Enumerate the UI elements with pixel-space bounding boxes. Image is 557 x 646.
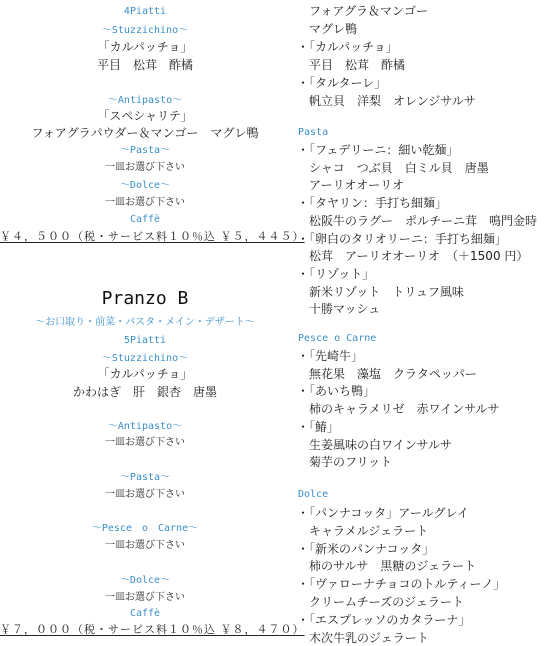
- lunch-b-stuzzichino-desc: かわはぎ 肝 銀杏 唐墨: [72, 385, 217, 399]
- top-course-line: 平目 松茸 酢橘: [309, 58, 406, 72]
- pesce-course-line: 柿のキャラメリゼ 赤ワインサルサ: [309, 402, 500, 417]
- dolce-course-line: ・「パンナコッタ」アールグレイ: [297, 506, 469, 520]
- pasta-course-line: ・「リゾット」: [297, 266, 375, 281]
- pasta-course-line: 松阪牛のラグー ポルチーニ茸 鳴門金時: [309, 213, 538, 228]
- pasta-course-line: ・「タヤリン：手打ち細麺」: [297, 196, 448, 211]
- lunch-b-pasta-label: ～Pasta～: [119, 472, 171, 483]
- pasta-course-line: 新米リゾット トリュフ風味: [309, 284, 464, 299]
- lunch-b-pesce-desc: 一皿お選び下さい: [105, 540, 185, 551]
- lunch-b-caffe: Caffè: [129, 608, 161, 619]
- lunch-b-antipasto-label: ～Antipasto～: [107, 421, 183, 432]
- lunch-b-antipasto-desc: 一皿お選び下さい: [105, 437, 185, 448]
- lunch-b-subtitle: ～お口取り・前菜・パスタ・メイン・デザート～: [35, 317, 255, 328]
- lunch-a-piatti: 4Piatti: [123, 6, 167, 17]
- dolce-course-line: ・「ヴァローナチョコのトルティーノ」: [297, 577, 506, 592]
- lunch-b-piatti: 5Piatti: [123, 335, 167, 346]
- top-course-line: フォアグラ＆マンゴー: [309, 4, 429, 18]
- pesce-course-line: 生姜風味の白ワインサルサ: [309, 437, 453, 452]
- top-course-line: マグレ鴨: [309, 22, 358, 36]
- lunch-b-dolce-label: ～Dolce～: [119, 575, 171, 586]
- pesce-course-line: 無花果 藻塩 クラタペッパー: [309, 366, 477, 381]
- pasta-heading: Pasta: [298, 127, 329, 138]
- pesce-course-line: ・「あいち鴨」: [297, 384, 376, 399]
- pesce-course-line: ・「先崎牛」: [297, 349, 364, 363]
- lunch-a-price: ￥４，５００（税・サービス料１０％込 ￥５，４４５）: [0, 230, 305, 243]
- pasta-course-line: ・「卵白のタリオリーニ：手打ち細麺」: [297, 231, 507, 246]
- lunch-b-pesce-label: ～Pesce o Carne～: [91, 523, 199, 534]
- dolce-course-line: ・「エスプレッソのカタラーナ」: [297, 612, 471, 627]
- top-course-line: ・「タルターレ」: [297, 76, 387, 90]
- lunch-a-stuzzichino-name: 「カルパッチョ」: [97, 40, 193, 54]
- lunch-a-stuzzichino-label: ～Stuzzichino～: [101, 25, 189, 36]
- lunch-b-stuzzichino-name: 「カルパッチョ」: [97, 367, 193, 381]
- lunch-b-stuzzichino-label: ～Stuzzichino～: [101, 353, 189, 364]
- lunch-b-pasta-desc: 一皿お選び下さい: [105, 489, 185, 500]
- lunch-a-dolce-desc: 一皿お選び下さい: [105, 197, 185, 208]
- lunch-a-antipasto-label: ～Antipasto～: [107, 95, 183, 106]
- pasta-course-line: シャコ つぶ貝 白ミル貝 唐墨: [309, 160, 489, 175]
- dolce-course-line: キャラメルジェラート: [309, 523, 429, 538]
- dolce-course-line: 柿のサルサ 黒糖のジェラート: [309, 559, 477, 574]
- pasta-course-line: 松茸 アーリオオーリオ （＋1500 円）: [309, 249, 529, 264]
- lunch-a-antipasto-desc: フォアグラパウダー＆マンゴー マグレ鴨: [31, 126, 259, 140]
- lunch-a-pasta-label: ～Pasta～: [119, 145, 171, 156]
- lunch-b-title: Pranzo B: [101, 288, 189, 309]
- top-course-line: ・「カルパッチョ」: [297, 40, 398, 54]
- lunch-b-dolce-desc: 一皿お選び下さい: [105, 592, 185, 603]
- dolce-course-line: 木次牛乳のジェラート: [309, 630, 429, 645]
- dolce-heading: Dolce: [298, 489, 329, 500]
- pasta-course-line: ・「フェデリーニ：細い乾麺」: [297, 143, 459, 157]
- lunch-a-dolce-label: ～Dolce～: [119, 180, 171, 191]
- lunch-a-antipasto-name: 「スペシャリテ」: [97, 109, 193, 123]
- lunch-a-caffe: Caffè: [129, 214, 161, 225]
- lunch-a-pasta-desc: 一皿お選び下さい: [105, 162, 185, 173]
- pasta-course-line: アーリオオーリオ: [309, 178, 405, 193]
- pasta-course-line: 十勝マッシュ: [309, 302, 381, 317]
- pesce-course-line: ・「鰆」: [297, 419, 340, 434]
- pesce-heading: Pesce o Carne: [298, 333, 377, 344]
- lunch-b-price: ￥７，０００（税・サービス料１０％込 ￥８，４７０）: [0, 623, 305, 636]
- dolce-course-line: ・「新米のパンナコッタ」: [297, 541, 435, 556]
- lunch-a-stuzzichino-desc: 平目 松茸 酢橘: [96, 58, 193, 72]
- dolce-course-line: クリームチーズのジェラート: [309, 595, 464, 609]
- top-course-line: 帆立貝 洋梨 オレンジサルサ: [309, 94, 476, 108]
- pesce-course-line: 菊芋のフリット: [309, 455, 393, 470]
